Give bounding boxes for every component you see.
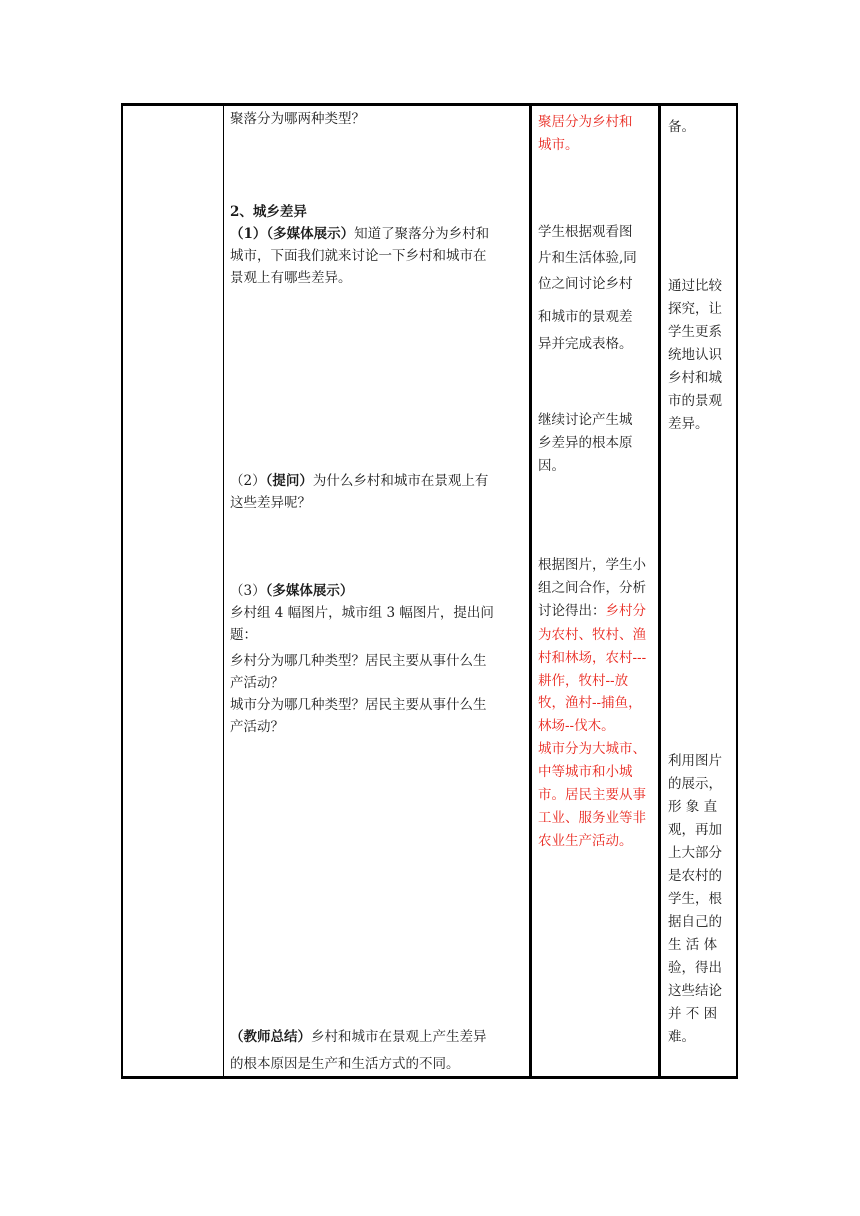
paragraph-1-line: 城市，下面我们就来讨论一下乡村和城市在 (230, 248, 487, 264)
paragraph-3-line: 产活动？ (230, 675, 284, 691)
paragraph-3-line: 乡村组 4 幅图片，城市组 3 幅图片，提出问 (230, 605, 494, 621)
intent-line: 利用图片 (668, 753, 722, 769)
intent-line: 观，再加 (668, 822, 722, 838)
answer-line: 中等城市和小城 (538, 764, 633, 780)
paragraph-3-line: 城市分为哪几种类型？居民主要从事什么生 (230, 697, 487, 713)
intent-line: 这些结论 (668, 983, 722, 999)
intent-line: 形 象 直 (668, 799, 718, 815)
paragraph-3-line: （3）（多媒体展示） (230, 583, 354, 599)
answer-line: 市。居民主要从事 (538, 787, 646, 803)
column-divider-2 (529, 106, 532, 1076)
paragraph-3-line: 题： (230, 627, 257, 643)
intent-line: 生 活 体 (668, 937, 718, 953)
answer-line: 为农村、牧村、渔 (538, 627, 646, 643)
intent-line: 备。 (668, 119, 695, 135)
intent-line: 统地认识 (668, 347, 722, 363)
intent-line: 通过比较 (668, 278, 722, 294)
intent-line: 学生更系 (668, 324, 722, 340)
answer-line: 聚居分为乡村和 (538, 114, 633, 130)
media-display-label: （1）（多媒体展示） (230, 226, 355, 242)
intent-line: 上大部分 (668, 845, 722, 861)
answer-line: 工业、服务业等非 (538, 810, 646, 826)
question-text: 聚落分为哪两种类型？ (230, 111, 365, 127)
paragraph-2-line: （2）（提问）为什么乡村和城市在景观上有 (230, 473, 489, 489)
question-label: （提问） (265, 473, 313, 489)
student-activity-line: 片和生活体验,同 (538, 250, 637, 266)
student-activity-line: 异并完成表格。 (538, 336, 633, 352)
intent-line: 学生，根 (668, 891, 722, 907)
student-activity-line: 根据图片，学生小 (538, 557, 646, 573)
paragraph-3-line: 乡村分为哪几种类型？居民主要从事什么生 (230, 653, 487, 669)
student-activity-line: 学生根据观看图 (538, 224, 633, 240)
answer-line: 林场--伐木。 (538, 718, 615, 734)
student-activity-line: 和城市的景观差 (538, 309, 633, 325)
intent-line: 探究，让 (668, 301, 722, 317)
media-display-label: （多媒体展示） (265, 583, 354, 599)
student-activity-line: 组之间合作，分析 (538, 580, 646, 596)
student-activity-line: 因。 (538, 458, 565, 474)
answer-line: 城市分为大城市、 (538, 741, 646, 757)
column-divider-1 (223, 106, 224, 1076)
student-activity-line: 乡差异的根本原 (538, 435, 633, 451)
intent-line: 差异。 (668, 416, 709, 432)
student-activity-line: 讨论得出：乡村分 (538, 603, 646, 619)
paragraph-3-line: 产活动？ (230, 719, 284, 735)
intent-line: 的展示， (668, 776, 722, 792)
intent-line: 乡村和城 (668, 370, 722, 386)
intent-line: 据自己的 (668, 914, 722, 930)
paragraph-2-line: 这些差异呢？ (230, 495, 311, 511)
intent-line: 并 不 困 (668, 1006, 718, 1022)
intent-line: 难。 (668, 1029, 695, 1045)
answer-line: 村和林场，农村--- (538, 650, 647, 666)
student-activity-line: 位之间讨论乡村 (538, 276, 633, 292)
paragraph-1-line: 景观上有哪些差异。 (230, 270, 352, 286)
column-divider-3 (658, 106, 661, 1076)
intent-line: 市的景观 (668, 393, 722, 409)
summary-line: （教师总结）乡村和城市在景观上产生差异 (230, 1029, 487, 1045)
summary-label: （教师总结） (230, 1029, 311, 1045)
answer-line: 农业生产活动。 (538, 833, 633, 849)
student-activity-line: 继续讨论产生城 (538, 412, 633, 428)
answer-line: 牧，渔村--捕鱼， (538, 695, 642, 711)
intent-line: 是农村的 (668, 868, 722, 884)
answer-line: 耕作，牧村--放 (538, 673, 629, 689)
answer-text: 乡村分 (605, 603, 646, 619)
section-heading: 2、城乡差异 (230, 204, 307, 220)
paragraph-1-line: （1）（多媒体展示）知道了聚落分为乡村和 (230, 226, 490, 242)
answer-line: 城市。 (538, 137, 579, 153)
summary-line: 的根本原因是生产和生活方式的不同。 (230, 1056, 460, 1072)
intent-line: 验，得出 (668, 960, 722, 976)
